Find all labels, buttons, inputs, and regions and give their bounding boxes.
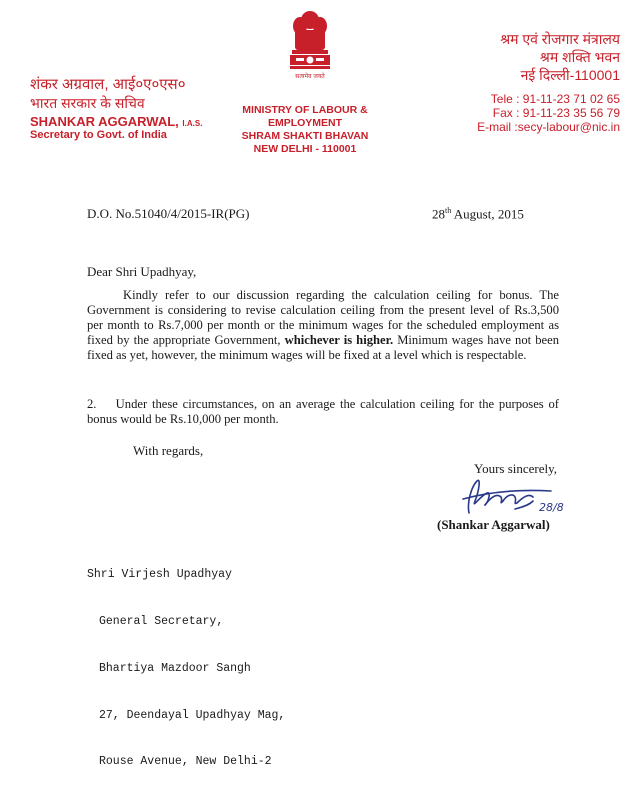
recipient-address <box>87 536 285 786</box>
paragraph-2-number: 2. <box>87 397 97 411</box>
city-pin: NEW DELHI - 110001 <box>253 143 357 155</box>
paragraph-1 <box>87 288 559 363</box>
building-name: SHRAM SHAKTI BHAVAN <box>241 130 369 142</box>
sender-name-suffix: I.A.S. <box>182 119 203 128</box>
paragraph-2-text: Under these circumstances, on an average the calculation ceiling for the purposes of bonus would be Rs.10,000 per month. <box>87 397 559 426</box>
letter-date <box>432 206 524 222</box>
national-emblem-icon <box>280 6 340 96</box>
paragraph-1-text-a: Kindly refer to our discussion regarding the calculation ceiling for bonus. The Government is considering to revise calculation ceiling from the present level of Rs.3,500 per month to Rs.7,000 per month or the minimum wages for the scheduled employment as fixed by the appropriate Government, <box>87 288 559 347</box>
salutation: Dear Shri Upadhyay, <box>87 264 197 279</box>
letterhead-hindi-left <box>30 76 186 112</box>
email-link[interactable]: E-mail :secy-labour@nic.in <box>477 120 620 134</box>
letterhead-right <box>477 30 620 134</box>
address-line-2: General Secretary, <box>99 614 224 628</box>
date-suffix: th <box>445 206 452 215</box>
letterhead-center <box>210 104 400 156</box>
emblem-motto: सत्यमेव जयते <box>295 73 325 80</box>
date-rest: August, 2015 <box>451 206 524 222</box>
date-day: 28 <box>432 206 445 222</box>
ministry-hindi: श्रम एवं रोजगार मंत्रालय <box>500 31 620 47</box>
ministry-name: MINISTRY OF LABOUR & EMPLOYMENT <box>242 104 368 129</box>
building-hindi: श्रम शक्ति भवन <box>539 49 620 65</box>
telephone: Tele : 91-11-23 71 02 65 <box>490 92 620 106</box>
signature-date: 28/8 <box>539 501 564 514</box>
regards: With regards, <box>133 443 204 458</box>
paragraph-1-emphasis: whichever is higher. <box>284 333 394 347</box>
address-line-3: Bhartiya Mazdoor Sangh <box>99 661 251 675</box>
city-hindi: नई दिल्ली-110001 <box>520 67 620 83</box>
signature-icon <box>455 475 565 520</box>
fax: Fax : 91-11-23 35 56 79 <box>492 106 620 120</box>
sender-name <box>30 114 202 129</box>
closing: Yours sincerely, <box>474 461 558 476</box>
sender-title: Secretary to Govt. of India <box>30 129 167 141</box>
signatory-name: (Shankar Aggarwal) <box>437 517 550 532</box>
address-line-4: 27, Deendayal Upadhyay Mag, <box>99 708 286 722</box>
letterhead-english-left <box>30 114 202 141</box>
paragraph-1-text-b: Minimum wages have not been fixed as yet, however, the minimum wages will be fixed at a level which is respectable. <box>87 333 559 362</box>
hindi-title: भारत सरकार के सचिव <box>30 95 145 111</box>
do-number: D.O. No.51040/4/2015-IR(PG) <box>87 206 250 221</box>
hindi-name: शंकर अग्रवाल, आई०ए०एस० <box>30 76 186 93</box>
paragraph-2 <box>87 397 559 427</box>
address-line-1: Shri Virjesh Upadhyay <box>87 568 232 582</box>
sender-name-text: SHANKAR AGGARWAL, <box>30 114 179 129</box>
address-line-5: Rouse Avenue, New Delhi-2 <box>99 755 272 769</box>
